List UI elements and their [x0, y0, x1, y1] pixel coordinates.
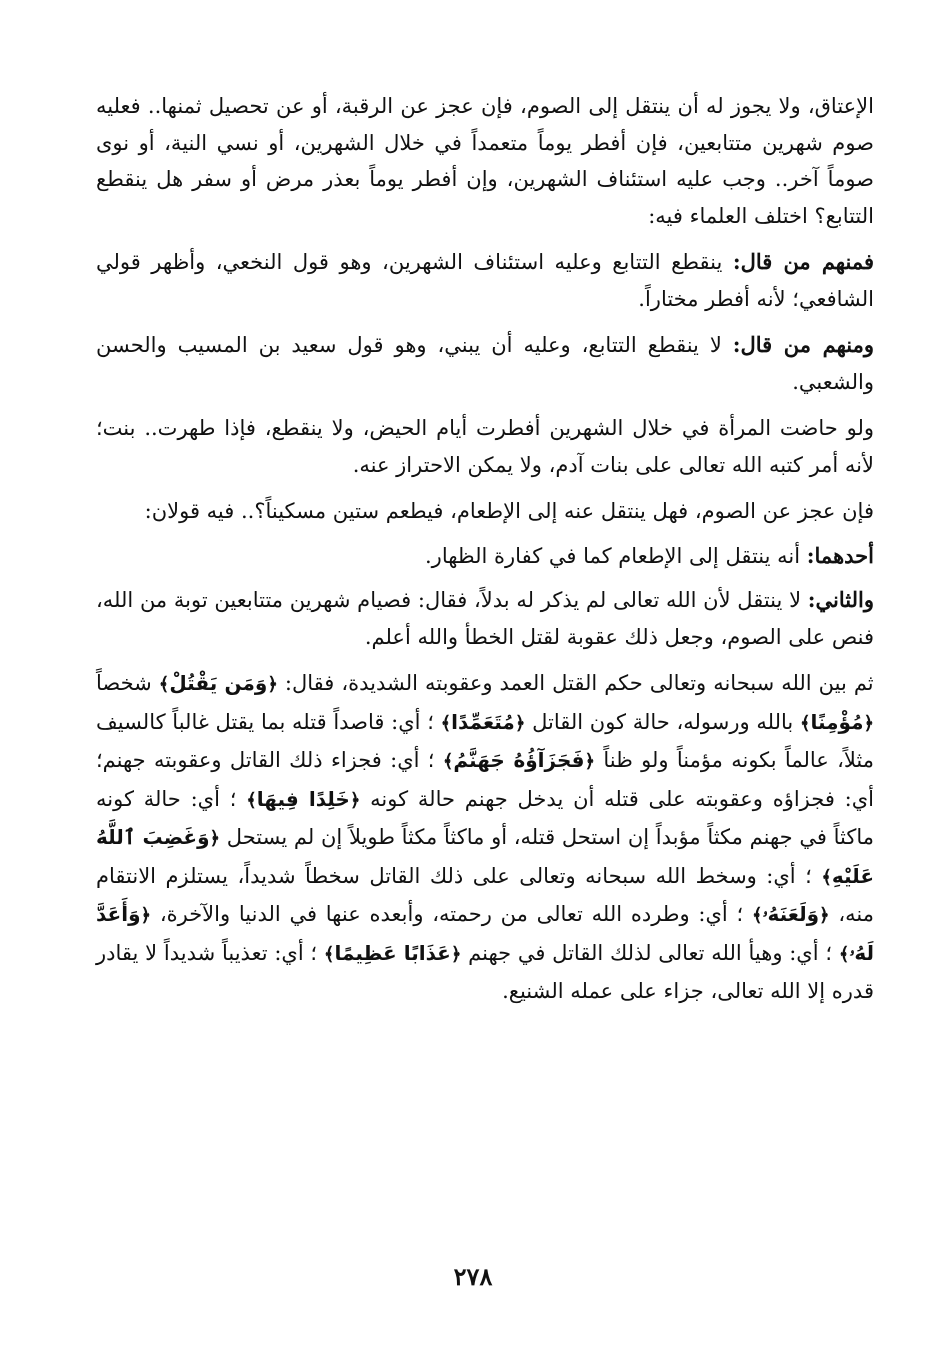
ornate-bracket-open: ﴿: [349, 789, 361, 811]
tafsir-text: شخصاً: [96, 671, 152, 695]
page-number: ٢٧٨: [453, 1262, 493, 1291]
ornate-bracket-close: ﴾: [323, 943, 335, 965]
ornate-bracket-close: ﴾: [821, 866, 832, 888]
paragraph-text: فإن عجز عن الصوم، فهل ينتقل عنه إلى الإطعام، فيطعم ستين مسكيناً؟.. فيه قولان:: [144, 499, 874, 523]
ornate-bracket-open: ﴿: [584, 751, 596, 772]
ornate-bracket-open: ﴿: [450, 943, 462, 965]
quran-quote: [800, 710, 874, 734]
ornate-bracket-open: ﴿: [140, 905, 152, 926]
paragraph-text: لا ينتقل لأن الله تعالى لم يذكر له بدلاً، فقال: فصيام شهرين متتابعين توبة من الله، فنص على الصوم، وجعل ذلك عقوبة لقتل الخطأ والله أعلم.: [96, 588, 874, 649]
tafsir-text: ؛ أي: تعذيباً شديداً لا يقادر قدره إلا الله تعالى، جزاء على عمله الشنيع.: [96, 940, 874, 1003]
ornate-bracket-open: ﴿: [209, 828, 221, 849]
paragraph-intro: [96, 88, 874, 234]
tafsir-text: ؛ أي: قاصداً قتله بما يقتل غالباً كالسيف مثلاً، عالماً بكونه مؤمناً ولو ظناً: [96, 709, 875, 772]
paragraph-text: لا ينقطع التتابع، وعليه أن يبني، وهو قول سعيد بن المسيب والحسن والشعبي.: [96, 333, 874, 394]
quran-text: عَذَابًا عَظِيمًا: [334, 940, 451, 965]
tafsir-text: ؛ أي: وهيأ الله تعالى لذلك القاتل في جهنم: [461, 940, 833, 965]
ornate-bracket-close: ﴾: [158, 674, 170, 695]
quran-quote: [324, 941, 461, 965]
tafsir-text: ؛ أي: حالة كونه ماكثاً في جهنم مكثاً مؤبداً إن استحل قتله، أو ماكثاً مكثاً طويلاً إن لم يستحل: [96, 786, 874, 849]
ornate-bracket-open: ﴿: [514, 712, 526, 734]
paragraph-text: الإعتاق، ولا يجوز له أن ينتقل إلى الصوم، فإن عجز عن الرقبة، أو عن تحصيل ثمنها.. فعليه صوم شهرين متتابعين، فإن أفطر يوماً متعمداً في خلال الشهرين، أو نسي النية، أو نوى صوماً آخر.. وجب عليه استئناف الشهرين، وإن أفطر يوماً بعذر مرض أو سفر هل ينقطع التتابع؟ اختلف العلماء فيه:: [96, 94, 874, 228]
tafsir-text: بالله ورسوله، حالة كون القاتل: [525, 709, 794, 734]
paragraph-second-opinion: [96, 327, 874, 400]
paragraph-lead: والثاني:: [807, 587, 874, 612]
quran-quote: [246, 787, 360, 811]
ornate-bracket-open: ﴿: [819, 905, 830, 926]
quran-text: وَلَعَنَهُۥ: [762, 902, 820, 926]
ornate-bracket-open: ﴿: [863, 712, 875, 734]
paragraph-lead: أحدهما:: [806, 542, 874, 568]
quran-text: مُتَعَمِّدًا: [451, 709, 515, 734]
quran-quote: [443, 748, 595, 772]
ornate-bracket-open: ﴿: [267, 674, 278, 695]
quran-text: وَغَضِبَ ٱللَّهُ عَلَيْهِ: [96, 825, 874, 888]
ornate-bracket-close: ﴾: [838, 943, 850, 965]
quran-text: مُؤْمِنًا: [810, 709, 864, 734]
ornate-bracket-close: ﴾: [751, 905, 763, 926]
body-text: [96, 88, 874, 1020]
quran-text: وَمَن يَقْتُلْ: [169, 671, 268, 695]
quran-text: وَأَعَدَّ لَهُۥ: [96, 902, 874, 965]
paragraph-first-opinion: [96, 244, 874, 317]
tafsir-text: ثم بين الله سبحانه وتعالى حكم القتل العمد وعقوبته الشديدة، فقال:: [277, 671, 874, 695]
quran-quote: [752, 902, 830, 926]
paragraph-text: ينقطع التتابع وعليه استئناف الشهرين، وهو قول النخعي، وأظهر قولي الشافعي؛ لأنه أفطر مختاراً.: [96, 250, 874, 311]
ornate-bracket-close: ﴾: [440, 712, 452, 734]
quran-text: خَلِدًا فِيهَا: [256, 786, 350, 811]
ornate-bracket-close: ﴾: [246, 789, 257, 811]
paragraph-text: أنه ينتقل إلى الإطعام كما في كفارة الظهار.: [425, 543, 807, 568]
paragraph-lead: ومنهم من قال:: [732, 332, 874, 357]
paragraph-opinion-two: [96, 582, 874, 655]
paragraph-menstruation: [96, 410, 874, 483]
ornate-bracket-close: ﴾: [799, 712, 811, 734]
tafsir-text: ؛ أي: فجزاء ذلك القاتل وعقوبته جهنم؛ أي: فجزاؤه وعقوبته على قتله أن يدخل جهنم حالة كونه: [96, 748, 874, 811]
ornate-bracket-close: ﴾: [442, 751, 454, 772]
paragraph-inability: [96, 493, 874, 530]
quran-text: فَجَزَآؤُهُ جَهَنَّمُ: [453, 748, 585, 772]
paragraph-text: ولو حاضت المرأة في خلال الشهرين أفطرت أيام الحيض، ولا ينقطع، فإذا طهرت.. بنت؛ لأنه أمر كتبه الله تعالى على بنات آدم، ولا يمكن الاحتراز عنه.: [96, 416, 874, 477]
paragraph-opinion-one: [96, 538, 874, 575]
paragraph-tafsir: [96, 665, 874, 1010]
tafsir-text: ؛ أي: وطرده الله تعالى من رحمته، وأبعده عنها في الدنيا والآخرة،: [151, 902, 744, 926]
quran-quote: [441, 710, 526, 734]
quran-quote: [159, 671, 278, 695]
tafsir-text: ؛ أي: وسخط الله سبحانه وتعالى على ذلك القاتل سخطاً شديداً، يستلزم الانتقام منه،: [96, 863, 874, 926]
paragraph-lead: فمنهم من قال:: [732, 249, 874, 274]
